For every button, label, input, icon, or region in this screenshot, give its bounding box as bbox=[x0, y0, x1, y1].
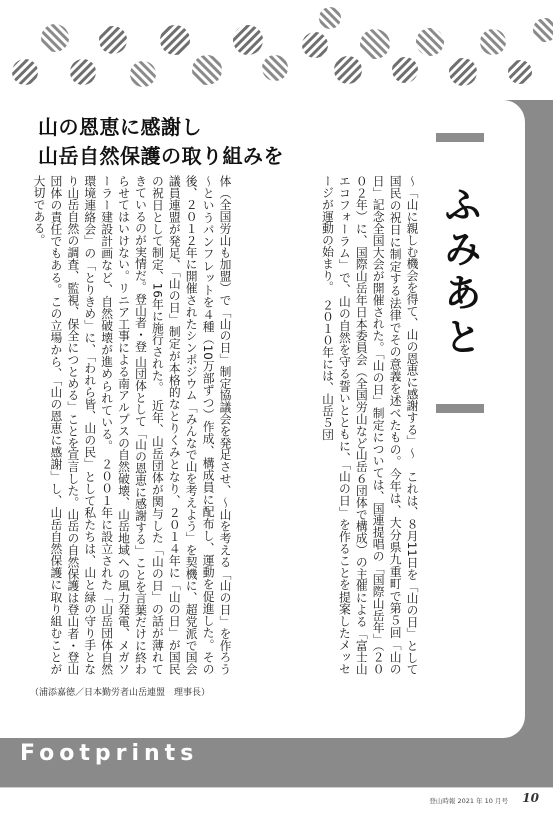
body-text-col3: 山団体として「山の恩恵に感謝する」ことを言葉だけに終わらせてはいけない。リニア工事による南アルプスの自然破壊、山岳地域への風力発電、メガソーラー建設計画など、自然破壊が進められている。 ２００１年に設立された「山岳団体自然環境連絡会」の「とりきめ」に、「われら皆、山の民」として私たちは、山と緑の守り手となり山岳自然の調査、監視、保全につとめる」ことを宣言した。山岳の自然保護は登山者・登山団体の責任でもある。この立場から、「山の恩恵に感謝」し、山岳自然保護に取り組むことが大切である。 bbox=[32, 175, 148, 675]
author-credit: （浦添嘉徳／日本勤労者山岳連盟 理事長） bbox=[30, 688, 211, 698]
column-label: ふみあと bbox=[437, 185, 482, 361]
body-text-col2: 体（全国労山も加盟）で「山の日」制定協議会を発足させ、～山を考える「山の日」を作ろう～というパンフレットを４種（10万部ずつ）作成、構成員に配布し、運動を促進した。その後、２０１２年に開催されたシンポジウム「みんなで山を考えよう」を契機に、超党派で国会議員連盟が発足、「山の日」制定が本格的なとりくみとなり、２０１４年に「山の日」が国民の祝日として制定、16年に施行された。 近年、山岳団体が関与した「山の日」の話が薄れてきているのが実情だ。登山者・登 bbox=[133, 175, 232, 675]
footprints-banner: Footprints bbox=[20, 741, 199, 766]
body-text-column-1: ～「山に親しむ機会を得て、山の恩恵に感謝する」～ これは、８月11日を「山の日」として国民の祝日に制定する法律でその意義を述べたもの。今年は、大分県九重町で第５回「山の日」記念全国大会が開催された。「山の日」制定については、国連提唱の「国際山岳年」（２００２年）に、国際山岳年日本委員会（全国労山など山岳６団体で構成）の主催による「富士山エコフォーラム」で、山の自然を守る誓いとともに、「山の日」を作ることを提案したメッセージが運動の始まり。 ２０１０年には、山岳５団 bbox=[320, 175, 419, 675]
article-title bbox=[38, 113, 428, 171]
wave-pattern-decoration bbox=[0, 0, 553, 100]
page-number: 10 bbox=[522, 791, 539, 805]
page-footer bbox=[0, 788, 553, 831]
title-line-2: 山岳自然保護の取り組みを bbox=[38, 144, 284, 168]
title-line-1: 山の恩恵に感謝し bbox=[38, 115, 202, 139]
header-decoration-band bbox=[0, 0, 553, 100]
body-text-column-2 bbox=[32, 175, 233, 675]
magazine-issue: 登山時報 2021 年 10 月号 bbox=[429, 797, 508, 805]
column-label-box bbox=[436, 133, 484, 413]
